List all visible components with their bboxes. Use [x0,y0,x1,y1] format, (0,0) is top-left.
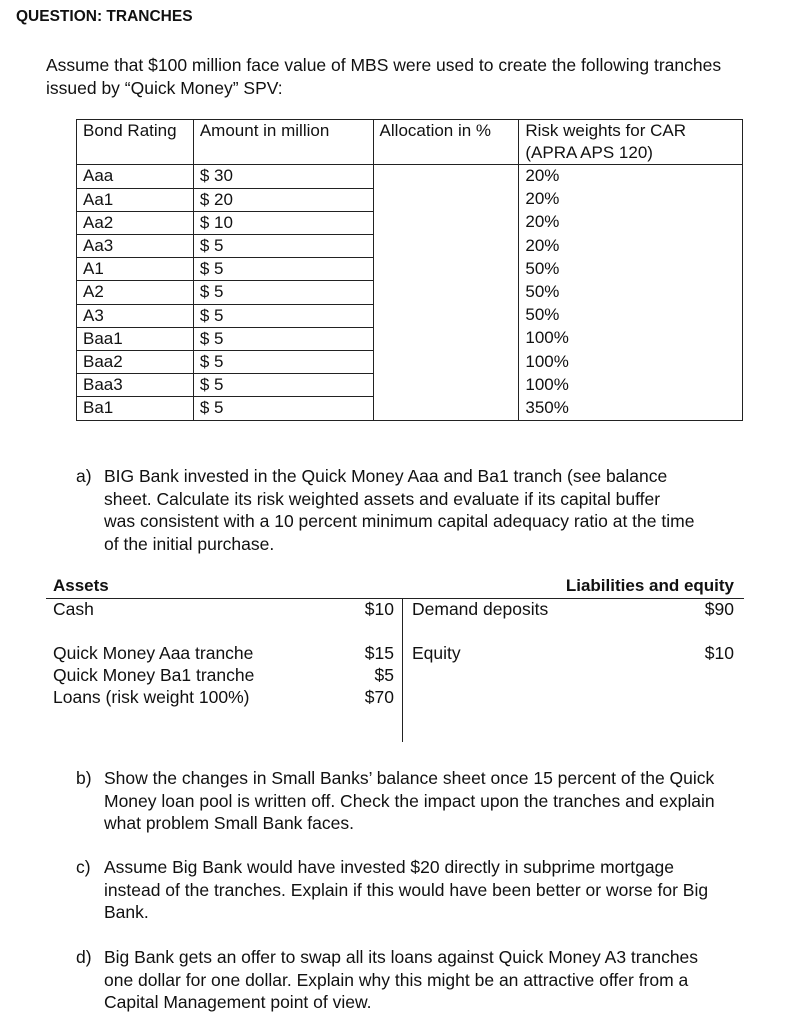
table-header-row [77,120,743,165]
liabilities-title: Liabilities and equity [565,576,734,595]
question-b-label: b) [76,768,92,788]
cell-risk-weight: 100% [519,327,743,350]
header-risk-weights: Risk weights for CAR (APRA APS 120) [519,120,743,165]
table-row [77,304,743,327]
cell-allocation [373,327,519,350]
question-c-text: Assume Big Bank would have invested $20 directly in subprime mortgage instead of the tranches. Explain if this would have been better or worse for Big Bank. [104,857,709,922]
cell-rating: Baa1 [77,327,194,350]
table-row [77,258,743,281]
cell-amount: $ 5 [193,397,373,420]
cell-risk-weight: 50% [519,304,743,327]
cell-risk-weight: 100% [519,374,743,397]
cell-rating: A1 [77,258,194,281]
table-row [77,235,743,258]
question-heading: QUESTION: TRANCHES [16,8,193,25]
asset-value-aaa-tranche: $15 [364,643,394,663]
cell-risk-weight: 20% [519,165,743,188]
liability-label-demand-deposits: Demand deposits [412,599,549,619]
cell-allocation [373,258,519,281]
cell-amount: $ 5 [193,374,373,397]
equity-value: $10 [704,643,734,663]
cell-risk-weight: 20% [519,188,743,211]
cell-allocation [373,188,519,211]
table-row [77,165,743,188]
cell-rating: Aaa [77,165,194,188]
table-row [77,188,743,211]
table-row [77,281,743,304]
cell-allocation [373,397,519,420]
tranches-table [76,119,743,421]
cell-allocation [373,374,519,397]
cell-rating: A3 [77,304,194,327]
balance-sheet-top-rule [46,598,744,599]
cell-allocation [373,211,519,234]
cell-amount: $ 5 [193,351,373,374]
cell-amount: $ 5 [193,258,373,281]
question-b-text: Show the changes in Small Banks’ balance sheet once 15 percent of the Quick Money loan pool is written off. Check the impact upon the tranches and explain what problem Small Bank faces. [104,768,715,833]
cell-amount: $ 5 [193,235,373,258]
cell-rating: Aa3 [77,235,194,258]
table-row [77,397,743,420]
question-d-text: Big Bank gets an offer to swap all its loans against Quick Money A3 tranches one dollar for one dollar. Explain why this might be an attractive offer from a Capital Management point of view. [104,947,699,1012]
cell-rating: Aa2 [77,211,194,234]
header-allocation: Allocation in % [373,120,519,165]
assets-title: Assets [53,576,109,595]
question-a-label: a) [76,466,92,486]
table-row [77,351,743,374]
asset-value-cash: $10 [364,599,394,619]
intro-paragraph: Assume that $100 million face value of MBS were used to create the following tranches issued by “Quick Money” SPV: [46,55,722,98]
table-row [77,211,743,234]
header-bond-rating: Bond Rating [77,120,194,165]
cell-allocation [373,281,519,304]
cell-amount: $ 10 [193,211,373,234]
cell-rating: A2 [77,281,194,304]
question-a-text: BIG Bank invested in the Quick Money Aaa and Ba1 tranch (see balance sheet. Calculate its risk weighted assets and evaluate if its capital buffer was consistent with a 10 percent minimum capital adequacy ratio at the time of the initial purchase. [104,466,695,554]
asset-label-loans: Loans (risk weight 100%) [53,687,250,707]
asset-label-ba1-tranche: Quick Money Ba1 tranche [53,665,255,685]
cell-allocation [373,304,519,327]
question-c-label: c) [76,857,91,877]
asset-value-loans: $70 [364,687,394,707]
cell-risk-weight: 20% [519,211,743,234]
question-d-label: d) [76,947,92,967]
balance-sheet-divider [402,599,403,742]
cell-risk-weight: 50% [519,258,743,281]
cell-rating: Baa2 [77,351,194,374]
question-a [76,465,696,555]
cell-amount: $ 5 [193,281,373,304]
cell-risk-weight: 100% [519,351,743,374]
liability-value-demand-deposits: $90 [704,599,734,619]
cell-risk-weight: 50% [519,281,743,304]
cell-allocation [373,351,519,374]
cell-allocation [373,235,519,258]
cell-allocation [373,165,519,188]
asset-label-aaa-tranche: Quick Money Aaa tranche [53,643,254,663]
question-b [76,767,716,835]
question-c [76,856,716,924]
table-row [77,327,743,350]
cell-rating: Ba1 [77,397,194,420]
question-d [76,946,716,1014]
cell-amount: $ 5 [193,327,373,350]
cell-risk-weight: 350% [519,397,743,420]
cell-rating: Baa3 [77,374,194,397]
header-amount: Amount in million [193,120,373,165]
cell-risk-weight: 20% [519,235,743,258]
asset-label-cash: Cash [53,599,94,619]
equity-label: Equity [412,643,461,663]
asset-value-ba1-tranche: $5 [374,665,394,685]
cell-rating: Aa1 [77,188,194,211]
cell-amount: $ 20 [193,188,373,211]
cell-amount: $ 5 [193,304,373,327]
table-row [77,374,743,397]
cell-amount: $ 30 [193,165,373,188]
